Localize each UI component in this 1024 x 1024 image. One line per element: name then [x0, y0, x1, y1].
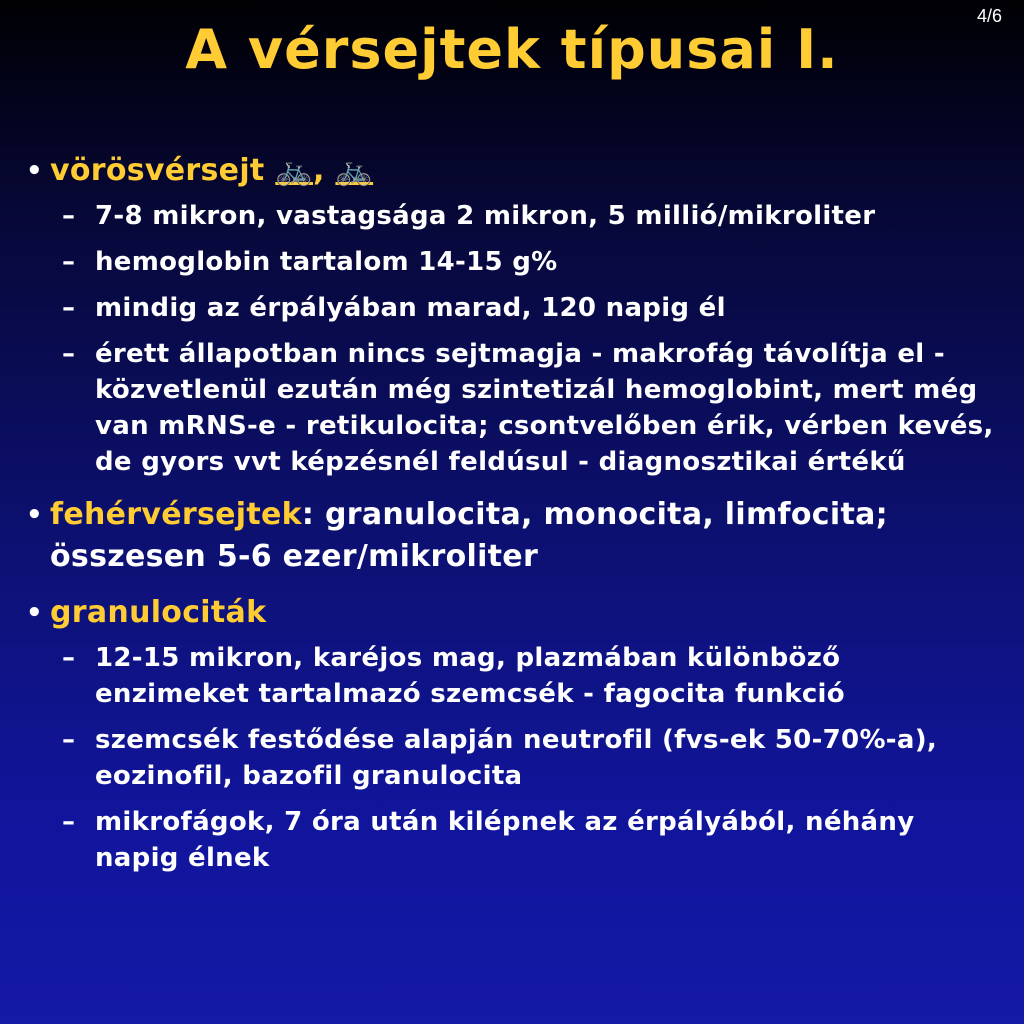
bullet-label: granulociták: [50, 595, 267, 630]
slide-title: A vérsejtek típusai I.: [185, 18, 839, 81]
bullet-group-white-blood-cells: [26, 494, 1001, 578]
sub-bullet-item: [26, 722, 1001, 794]
sub-bullet-item: [26, 244, 1001, 280]
bullet-dot: •: [26, 500, 43, 530]
dash-marker: –: [62, 807, 76, 837]
bullet-item: [26, 494, 1001, 578]
sub-bullet-text: 7-8 mikron, vastagsága 2 mikron, 5 millió/mikroliter: [95, 201, 876, 231]
slide-content: [26, 150, 1001, 890]
page-number: 4/6: [976, 6, 1002, 26]
bullet-item: [26, 592, 1001, 634]
sub-bullet-item: [26, 640, 1001, 712]
sub-bullet-item: [26, 290, 1001, 326]
dash-marker: –: [62, 201, 76, 231]
sub-bullet-item: [26, 336, 1001, 480]
dash-marker: –: [62, 247, 76, 277]
dash-marker: –: [62, 725, 76, 755]
dash-marker: –: [62, 643, 76, 673]
bullet-dot: •: [26, 156, 43, 186]
bicycle-link-icon[interactable]: 🚲: [335, 153, 374, 188]
sub-bullet-text: szemcsék festődése alapján neutrofil (fvs-ek 50-70%-a), eozinofil, bazofil granulocita: [95, 725, 938, 791]
sub-bullet-text: hemoglobin tartalom 14-15 g%: [95, 247, 558, 277]
bullet-group-red-blood-cell: [26, 150, 1001, 480]
bullet-item: [26, 150, 1001, 192]
dash-marker: –: [62, 293, 76, 323]
sub-bullet-text: mikrofágok, 7 óra után kilépnek az érpályából, néhány napig élnek: [95, 807, 915, 873]
bicycle-link-icon[interactable]: 🚲: [275, 153, 313, 188]
link-separator: ,: [312, 153, 336, 188]
bullet-text: : granulocita, monocita, limfocita; összesen 5-6 ezer/mikroliter: [50, 497, 888, 574]
bullet-dot: •: [26, 598, 43, 628]
dash-marker: –: [62, 339, 76, 369]
bullet-label: vörösvérsejt: [50, 153, 265, 188]
sub-bullet-text: mindig az érpályában marad, 120 napig él: [95, 293, 726, 323]
sub-bullet-item: [26, 804, 1001, 876]
sub-bullet-text: 12-15 mikron, karéjos mag, plazmában különböző enzimeket tartalmazó szemcsék - fagocita funkció: [95, 643, 845, 709]
sub-bullet-text: érett állapotban nincs sejtmagja - makrofág távolítja el - közvetlenül ezután még szintetizál hemoglobint, mert még van mRNS-e - retikulocita; csontvelőben érik, vérben kevés, de gyors vvt képzésnél feldúsul - diagnosztikai értékű: [95, 339, 994, 477]
sub-bullet-item: [26, 198, 1001, 234]
bullet-label: fehérvérsejtek: [50, 497, 302, 532]
bullet-group-granulocytes: [26, 592, 1001, 876]
